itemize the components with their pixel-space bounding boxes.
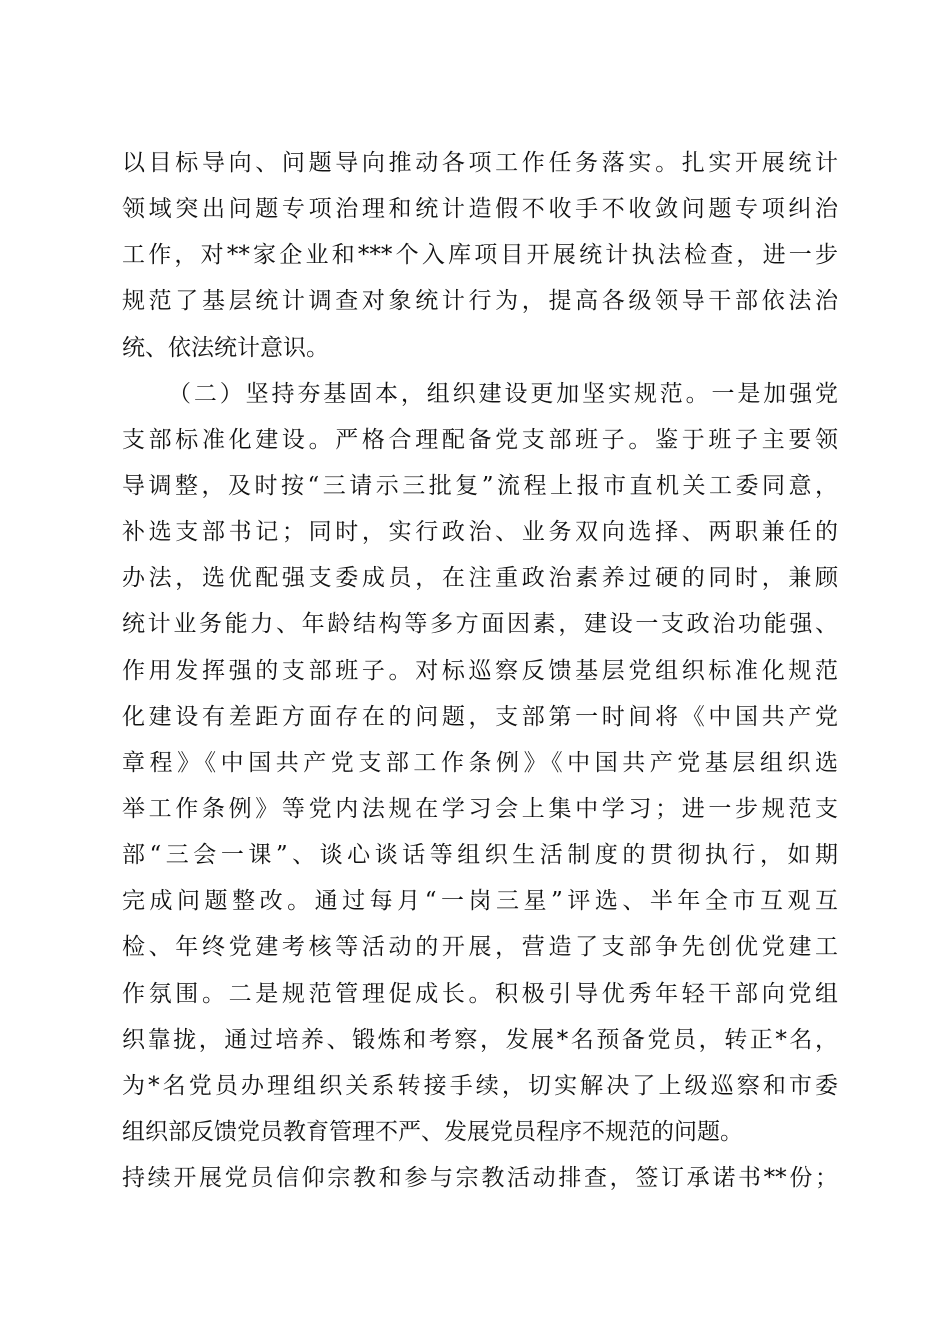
document-body [122, 140, 838, 1201]
text-line: 检、年终党建考核等活动的开展，营造了支部争先创优党建工 [122, 934, 838, 961]
text-line: 章程》《中国共产党支部工作条例》《中国共产党基层组织选 [122, 749, 838, 776]
text-line: 举工作条例》等党内法规在学习会上集中学习；进一步规范支 [122, 795, 838, 822]
paragraph-1 [122, 140, 838, 371]
paragraph-2 [122, 371, 838, 1202]
text-line: 支部标准化建设。严格合理配备党支部班子。鉴于班子主要领 [122, 426, 838, 453]
text-line: 作用发挥强的支部班子。对标巡察反馈基层党组织标准化规范 [122, 657, 838, 684]
text-line: 领域突出问题专项治理和统计造假不收手不收敛问题专项纠治 [122, 196, 838, 223]
text-line: 为*名党员办理组织关系转接手续，切实解决了上级巡察和市委 [122, 1072, 838, 1099]
text-line: 导调整，及时按“三请示三批复”流程上报市直机关工委同意， [122, 472, 838, 499]
text-line: 织靠拢，通过培养、锻炼和考察，发展*名预备党员，转正*名， [122, 1026, 838, 1053]
text-line: 化建设有差距方面存在的问题，支部第一时间将《中国共产党 [122, 703, 838, 730]
text-line: 组织部反馈党员教育管理不严、发展党员程序不规范的问题。 [122, 1118, 743, 1145]
text-line: 工作，对**家企业和***个入库项目开展统计执法检查，进一步 [122, 242, 838, 269]
text-line: 作氛围。二是规范管理促成长。积极引导优秀年轻干部向党组 [122, 980, 838, 1007]
text-line: 完成问题整改。通过每月“一岗三星”评选、半年全市互观互 [122, 888, 838, 915]
text-line: 统计业务能力、年龄结构等多方面因素，建设一支政治功能强、 [122, 611, 838, 638]
text-line: 统、依法统计意识。 [122, 334, 329, 361]
text-line: 补选支部书记；同时，实行政治、业务双向选择、两职兼任的 [122, 519, 838, 546]
section-heading-line: （二）坚持夯基固本，组织建设更加坚实规范。一是加强党 [168, 380, 838, 407]
text-line: 持续开展党员信仰宗教和参与宗教活动排查，签订承诺书**份； [122, 1165, 838, 1192]
text-line: 办法，选优配强支委成员，在注重政治素养过硬的同时，兼顾 [122, 565, 838, 592]
text-line: 规范了基层统计调查对象统计行为，提高各级领导干部依法治 [122, 288, 838, 315]
text-line: 部“三会一课”、谈心谈话等组织生活制度的贯彻执行，如期 [122, 842, 838, 869]
text-line: 以目标导向、问题导向推动各项工作任务落实。扎实开展统计 [122, 150, 838, 176]
